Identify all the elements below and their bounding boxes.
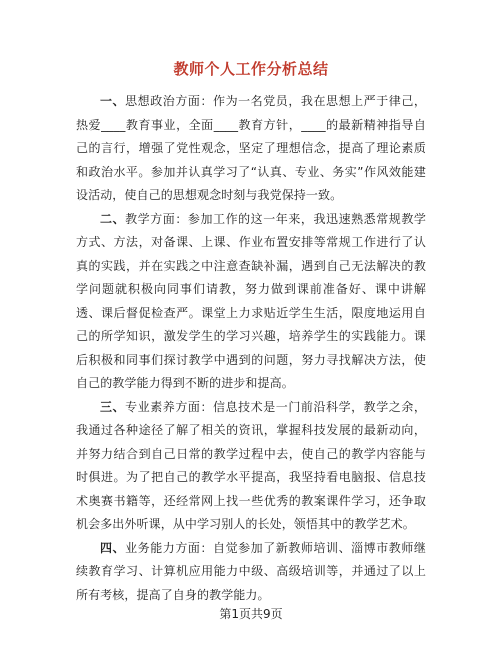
paragraph-heading: 一、 (100, 94, 126, 108)
paragraph-heading: 二、 (100, 211, 126, 226)
paragraph-heading: 三、 (100, 399, 126, 414)
paragraph-politics (76, 90, 426, 208)
paragraph-text: 思想政治方面：作为一名党员，我在思想上严于律己，热爱____教育事业，全面____教育方针，____的最新精神指导自己的言行，增强了党性观念，坚定了理想信念，提高了理论素质和政治水平。参加并认真学习了“认真、专业、务实”作风效能建设活动，使自己的思想观念时刻与我党保持一致。 (76, 94, 427, 202)
paragraph-teaching (76, 208, 426, 396)
document-title: 教师个人工作分析总结 (173, 60, 329, 78)
page-number-footer: 第1页共9页 (219, 607, 283, 621)
paragraph-text: 专业素养方面：信息技术是一门前沿科学，教学之余，我通过各种途径了解了相关的资讯，掌握科技发展的最新动向，并努力结合到自己日常的教学过程中去，使自己的教学内容能与时俱进。为了把自己的教学水平提高，我坚持看电脑报、信息技术奥赛书籍等，还经常网上找一些优秀的教案课件学习，还争取机会多出外听课，从中学习别人的长处，领悟其中的教学艺术。 (76, 399, 427, 531)
paragraph-heading: 四、 (100, 540, 126, 555)
paragraph-ability (76, 537, 426, 608)
document-body (76, 90, 426, 607)
paragraph-text: 教学方面：参加工作的这一年来，我迅速熟悉常规教学方式、方法，对备课、上课、作业布置安排等常规工作进行了认真的实践，并在实践之中注意查缺补漏，遇到自己无法解决的教学问题就积极向同事们请教，努力做到课前准备好、课中讲解透、课后督促检查严。课堂上力求贴近学生生活，限度地运用自己的所学知识，激发学生的学习兴趣，培养学生的实践能力。课后积极和同事们探讨教学中遇到的问题，努力寻找解决方法，使自己的教学能力得到不断的进步和提高。 (76, 211, 427, 390)
paragraph-text: 业务能力方面：自觉参加了新教师培训、淄博市教师继续教育学习、计算机应用能力中级、高级培训等，并通过了以上所有考核，提高了自身的教学能力。 (76, 540, 427, 602)
paragraph-professional (76, 396, 426, 537)
